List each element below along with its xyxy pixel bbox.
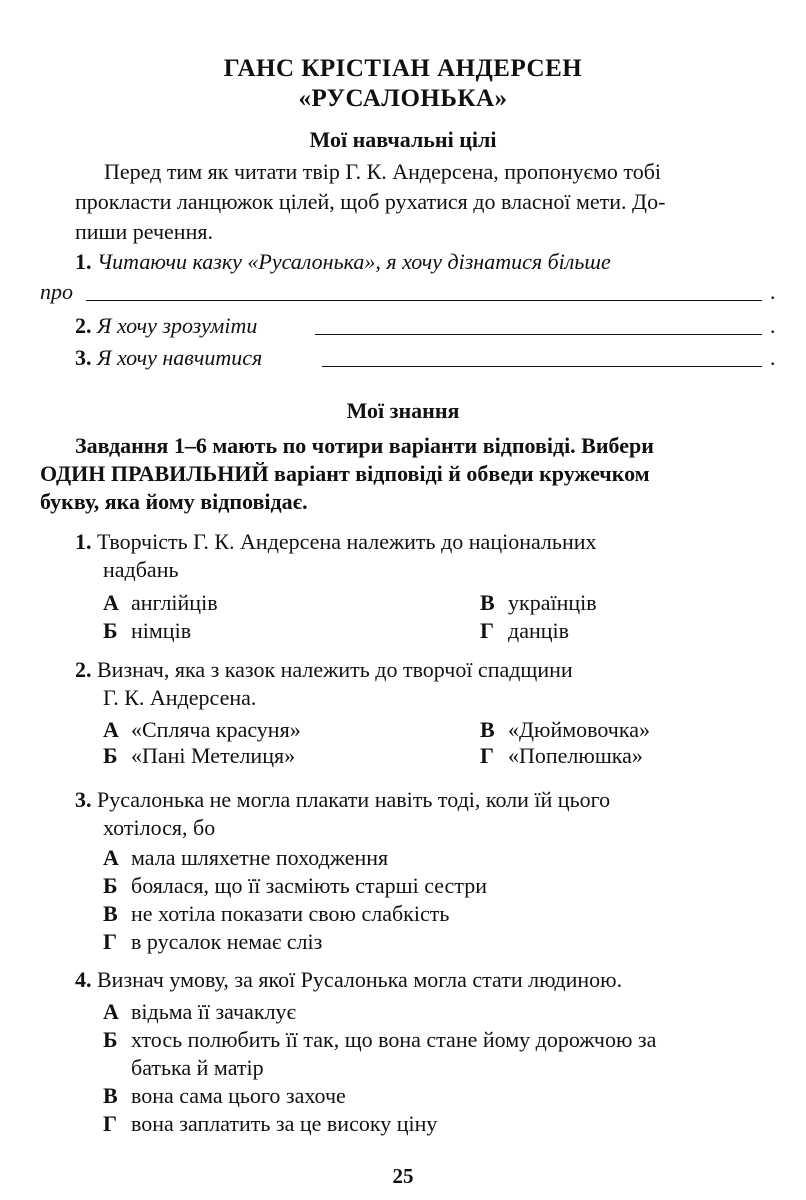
title-author: ГАНС КРІСТІАН АНДЕРСЕН	[223, 55, 583, 82]
option-letter[interactable]: В	[103, 901, 118, 926]
option[interactable]	[480, 590, 597, 616]
option-text: мала шляхетне походження	[131, 845, 389, 870]
option-text: українців	[508, 590, 597, 615]
option[interactable]	[103, 717, 301, 743]
option[interactable]	[103, 1027, 656, 1053]
option-text: «Попелюшка»	[508, 743, 643, 768]
option-letter[interactable]: Г	[480, 743, 494, 768]
option-letter[interactable]: Б	[103, 618, 118, 643]
goal-number: 2.	[75, 313, 92, 338]
goal-3	[75, 343, 262, 373]
option-text: німців	[131, 618, 192, 643]
option[interactable]	[103, 1111, 437, 1137]
goal-number: 3.	[75, 345, 92, 370]
question-text: Визнач умову, за якої Русалонька могла стати людиною.	[97, 967, 623, 992]
option[interactable]	[480, 743, 643, 769]
option[interactable]	[103, 1083, 346, 1109]
option-text: відьма її зачаклує	[131, 999, 296, 1024]
question-text: Творчість Г. К. Андерсена належить до національних	[97, 529, 597, 554]
option-letter[interactable]: В	[480, 717, 495, 742]
option-letter[interactable]: А	[103, 999, 119, 1024]
goals-intro-line: прокласти ланцюжок цілей, щоб рухатися до власної мети. До-	[75, 189, 666, 214]
option-text: хтось полюбить її так, що вона стане йому дорожчою за	[131, 1027, 657, 1052]
option[interactable]	[103, 590, 218, 616]
title-work: «РУСАЛОНЬКА»	[298, 85, 508, 112]
goal-2	[75, 311, 257, 341]
option-text: «Дюймовочка»	[508, 717, 650, 742]
option-letter[interactable]: А	[103, 717, 119, 742]
question-4	[75, 965, 622, 995]
question-text-cont: Г. К. Андерсена.	[103, 685, 257, 710]
goal-text: про	[40, 279, 73, 304]
option-text: в русалок немає сліз	[131, 929, 323, 954]
option-text: вона заплатить за це високу ціну	[131, 1111, 438, 1136]
option-letter[interactable]: В	[480, 590, 495, 615]
question-1	[75, 527, 597, 557]
option[interactable]	[480, 717, 650, 743]
option-text: «Спляча красуня»	[131, 717, 301, 742]
option[interactable]	[103, 618, 191, 644]
option-text: данців	[508, 618, 570, 643]
option[interactable]	[103, 999, 296, 1025]
page-number: 25	[392, 1164, 414, 1188]
option-letter[interactable]: Б	[103, 743, 118, 768]
blank-period: .	[770, 345, 776, 370]
question-text: Русалонька не могла плакати навіть тоді, коли їй цього	[97, 787, 611, 812]
option-text: боялася, що її засміють старші сестри	[131, 873, 487, 898]
option[interactable]	[103, 845, 388, 871]
goal-1-continuation	[40, 277, 73, 307]
question-2	[75, 655, 573, 685]
goal-number: 1.	[75, 249, 92, 274]
goals-intro-line	[104, 157, 778, 187]
question-number: 4.	[75, 967, 92, 992]
option[interactable]	[480, 618, 569, 644]
goal-text: Я хочу навчитися	[97, 345, 263, 370]
option-text: «Пані Метелиця»	[131, 743, 296, 768]
goal-text: Читаючи казку «Русалонька», я хочу дізнатися більше	[97, 249, 611, 274]
option-text: англійців	[131, 590, 218, 615]
goals-heading: Мої навчальні цілі	[309, 127, 497, 152]
option-letter[interactable]: Г	[103, 929, 117, 954]
option-letter[interactable]: В	[103, 1083, 118, 1108]
instructions-line: букву, яка йому відповідає.	[40, 489, 308, 514]
question-number: 1.	[75, 529, 92, 554]
option-letter[interactable]: Б	[103, 1027, 118, 1052]
option-letter[interactable]: А	[103, 590, 119, 615]
question-3	[75, 785, 610, 815]
knowledge-heading: Мої знання	[346, 398, 460, 423]
instructions-line: Завдання 1–6 мають по чотири варіанти відповіді. Вибери	[75, 433, 654, 458]
option-text-cont: батька й матір	[131, 1055, 264, 1080]
goal-1-blank[interactable]	[86, 278, 762, 306]
question-number: 2.	[75, 657, 92, 682]
option[interactable]	[103, 901, 449, 927]
option-letter[interactable]: А	[103, 845, 119, 870]
goal-2-blank[interactable]	[315, 312, 762, 340]
instructions-line: ОДИН ПРАВИЛЬНИЙ варіант відповіді й обведи кружечком	[40, 461, 650, 486]
question-text: Визнач, яка з казок належить до творчої спадщини	[97, 657, 573, 682]
option-text: вона сама цього захоче	[131, 1083, 346, 1108]
option-letter[interactable]: Г	[103, 1111, 117, 1136]
option[interactable]	[103, 743, 295, 769]
goals-intro-text: Перед тим як читати твір Г. К. Андерсена, пропонуємо тобі	[104, 159, 662, 184]
option-text: не хотіла показати свою слабкість	[131, 901, 450, 926]
question-number: 3.	[75, 787, 92, 812]
goals-intro-line: пиши речення.	[75, 219, 213, 244]
option[interactable]	[103, 929, 322, 955]
question-text-cont: надбань	[103, 557, 179, 582]
blank-period: .	[770, 313, 776, 338]
goal-text: Я хочу зрозуміти	[97, 313, 258, 338]
question-text-cont: хотілося, бо	[103, 815, 216, 840]
option-letter[interactable]: Г	[480, 618, 494, 643]
option-letter[interactable]: Б	[103, 873, 118, 898]
goal-3-blank[interactable]	[322, 344, 762, 372]
blank-period: .	[770, 279, 776, 304]
goal-1	[75, 247, 611, 277]
option[interactable]	[103, 873, 487, 899]
